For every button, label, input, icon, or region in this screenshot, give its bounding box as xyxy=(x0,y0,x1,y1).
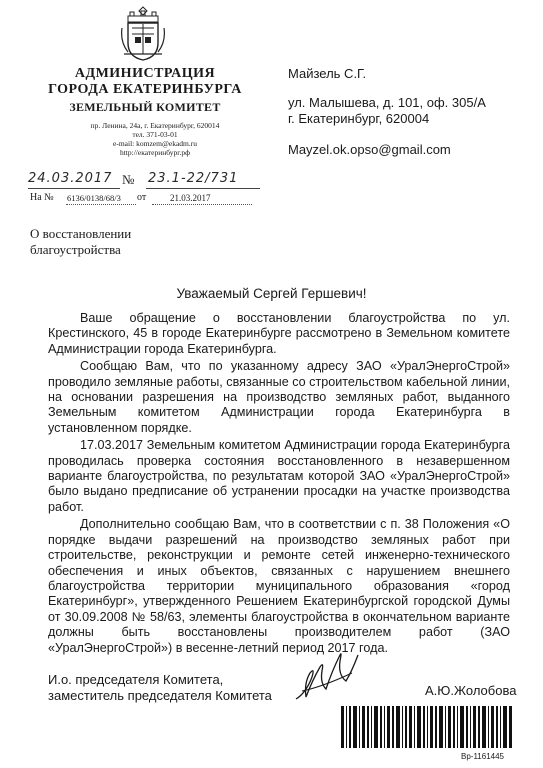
reference-prefix: На № xyxy=(30,192,54,203)
org-phone: тел. 371-03-01 xyxy=(132,130,178,139)
barcode-icon xyxy=(341,706,513,748)
handwritten-signature-icon xyxy=(292,651,362,711)
org-name-line1: АДМИНИСТРАЦИЯ xyxy=(74,66,216,81)
body-paragraph-2: Сообщаю Вам, что по указанному адресу ЗАО «УралЭнергоСтрой» проводило земляные работы, связанные со строительством кабельной линии, на основании разрешения на производство земляных работ, выданного Земельным комитетом Администрации города Екатеринбурга в установленном порядке. xyxy=(48,359,510,435)
registration-number: Вр-1161445 xyxy=(461,752,504,761)
signatory-title xyxy=(48,672,272,704)
org-website: http://екатеринбург.рф xyxy=(119,148,191,157)
addressee-email: Mayzel.ok.opso@gmail.com xyxy=(288,142,451,157)
letter-body xyxy=(48,311,510,658)
number-sign: № xyxy=(122,172,135,187)
addressee-address-line2: г. Екатеринбург, 620004 xyxy=(288,111,430,126)
reference-number: 6136/0138/68/3 xyxy=(67,193,121,203)
reference-ot: от xyxy=(137,192,147,203)
outgoing-date: 24.03.2017 xyxy=(28,171,113,186)
subject-line1: О восстановлении xyxy=(30,226,132,241)
signatory-title-line2: заместитель председателя Комитета xyxy=(48,688,272,703)
subject-line2: благоустройства xyxy=(30,242,121,257)
date-underline xyxy=(28,188,120,189)
addressee-name: Майзель С.Г. xyxy=(288,66,367,81)
reference-number-underline xyxy=(66,204,136,205)
signatory-name: А.Ю.Жолобова xyxy=(425,683,517,698)
outgoing-number: 23.1-22/731 xyxy=(148,171,239,186)
number-underline xyxy=(146,188,260,189)
letter-subject xyxy=(30,226,190,258)
city-emblem-icon xyxy=(120,6,166,62)
reference-date: 21.03.2017 xyxy=(170,193,211,203)
reference-date-underline xyxy=(152,204,252,205)
body-paragraph-1: Ваше обращение о восстановлении благоустройства по ул. Крестинского, 45 в городе Екатеринбурге рассмотрено в Земельном комитете Администрации города Екатеринбурга. xyxy=(48,311,510,356)
body-paragraph-4: Дополнительно сообщаю Вам, что в соответствии с п. 38 Положения «О порядке выдачи разрешений на производство земляных работ при строительстве, реконструкции и ремонте сетей инженерно-технического обеспечения и иных объектов, связанных с нарушением внешнего благоустройства территории муниципального образования «город Екатеринбург», утвержденного Решением Екатеринбургской городской Думы от 30.09.2008 № 58/63, элементы благоустройства в окончательном варианте должны быть восстановлены производителем работ (ЗАО «УралЭнергоСтрой») в весенне-летний период 2017 года. xyxy=(48,517,510,655)
org-name-line2: ГОРОДА ЕКАТЕРИНБУРГА xyxy=(48,82,242,97)
salutation: Уважаемый Сергей Гершевич! xyxy=(176,286,367,301)
body-paragraph-3: 17.03.2017 Земельным комитетом Администрации города Екатеринбурга проводилась проверка состояния восстановленного в незавершенном варианте благоустройства, по результатам которой ЗАО «УралЭнергоСтрой» было выдано предписание об устранении просадки на участке производства работ. xyxy=(48,438,510,514)
org-email: e-mail: komzem@ekadm.ru xyxy=(113,139,197,148)
signatory-title-line1: И.о. председателя Комитета, xyxy=(48,672,224,687)
org-department: ЗЕМЕЛЬНЫЙ КОМИТЕТ xyxy=(69,100,221,114)
org-address: пр. Ленина, 24а, г. Екатеринбург, 620014 xyxy=(90,121,220,130)
addressee-address-line1: ул. Малышева, д. 101, оф. 305/А xyxy=(288,95,486,110)
